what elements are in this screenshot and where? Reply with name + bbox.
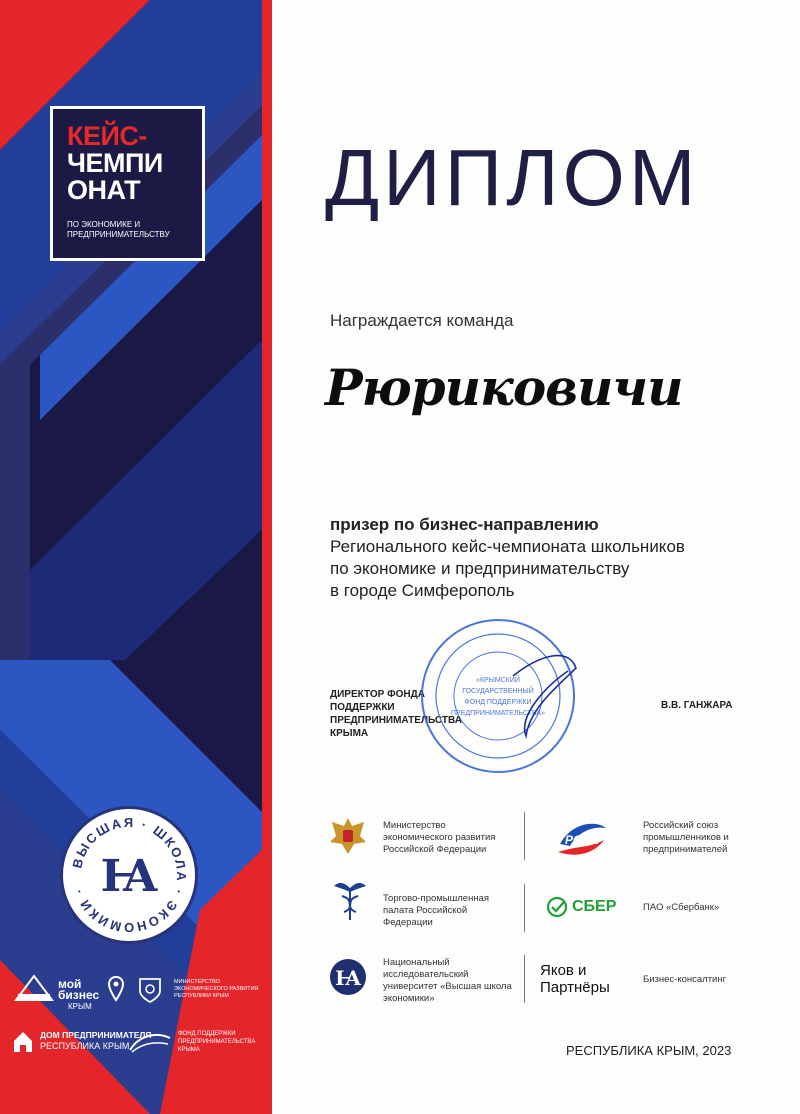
location-pin-icon (108, 976, 124, 1002)
director-name: В.В. ГАНЖАРА (661, 700, 733, 711)
case-championship-logo (50, 106, 205, 261)
official-stamp-icon (418, 616, 578, 776)
partner-divider (524, 884, 525, 932)
svg-text:Ꙗ: Ꙗ (335, 966, 361, 990)
prize-line-1: призер по бизнес-направлению (330, 515, 599, 534)
hse-logo-icon (329, 958, 367, 996)
director-position: ДИРЕКТОР ФОНДА ПОДДЕРЖКИ ПРЕДПРИНИМАТЕЛЬСТВА КРЫМА (330, 689, 462, 739)
chamber-of-commerce-icon (332, 878, 368, 922)
logo-subtitle: ПО ЭКОНОМИКЕ И ПРЕДПРИНИМАТЕЛЬСТВУ (67, 220, 170, 239)
hse-school-badge (60, 806, 198, 944)
moy-biznes-region: КРЫМ (68, 1002, 92, 1011)
prize-line-2: Регионального кейс-чемпионата школьников (330, 537, 685, 556)
hse-badge-icon (63, 809, 195, 941)
russian-eagle-icon (326, 814, 370, 858)
fund-text: ФОНД ПОДДЕРЖКИ ПРЕДПРИНИМАТЕЛЬСТВА КРЫМА (178, 1031, 256, 1053)
svg-text:ПРЕДПРИНИМАТЕЛЬСТВА»: ПРЕДПРИНИМАТЕЛЬСТВА» (451, 710, 545, 717)
awarded-label: Награждается команда (330, 311, 514, 330)
team-name: Рюриковичи (325, 358, 683, 417)
partner-divider (524, 955, 525, 1003)
partner-rspp-text: Российский союз промышленников и предпринимателей (643, 820, 729, 855)
fund-swoosh-icon (128, 1030, 172, 1054)
dom-predprinimatelya-region: РЕСПУБЛИКА КРЫМ (40, 1041, 130, 1051)
crimea-coat-of-arms-icon (136, 976, 164, 1004)
partner-sber-text: ПАО «Сбербанк» (643, 902, 720, 913)
logo-title-white: ЧЕМПИ ОНАТ (67, 148, 163, 205)
diploma-title: ДИПЛОМ (325, 133, 700, 222)
moy-biznes-emblem-icon (14, 972, 54, 1002)
partner-hse-text: Национальный исследовательский университет «Высшая школа экономики» (383, 957, 512, 1004)
rspp-logo-text: РСПП (565, 833, 599, 847)
partner-divider (524, 812, 525, 860)
svg-text:Ꙗ: Ꙗ (100, 851, 158, 902)
prize-line-3: по экономике и предпринимательству (330, 559, 630, 578)
moy-biznes-text: мой бизнес (58, 977, 100, 1002)
sber-logo-text: СБЕР (572, 898, 617, 915)
dom-predprinimatelya-title: ДОМ ПРЕДПРИНИМАТЕЛЯ (40, 1030, 152, 1040)
moy-biznes-logo (14, 972, 54, 1007)
rspp-logo-icon (556, 818, 608, 858)
svg-text:ГОСУДАРСТВЕННЫЙ: ГОСУДАРСТВЕННЫЙ (462, 688, 534, 695)
place-and-year: РЕСПУБЛИКА КРЫМ, 2023 (566, 1043, 732, 1058)
partner-ministry-text: Министерство экономического развития Российской Федерации (383, 820, 496, 855)
partner-chamber-text: Торгово-промышленная палата Российской Федерации (383, 893, 489, 928)
decorative-side-panel (0, 0, 272, 1114)
ministry-crimea-text: МИНИСТЕРСТВО ЭКОНОМИЧЕСКОГО РАЗВИТИЯ РЕСПУБЛИКИ КРЫМ (174, 979, 259, 999)
prize-description (330, 514, 780, 602)
house-icon (12, 1030, 34, 1054)
hse-badge-text: ВЫСШАЯ · ШКОЛА · ЭКОНОМИКИ · (69, 814, 190, 936)
svg-text:ФОНД ПОДДЕРЖКИ: ФОНД ПОДДЕРЖКИ (464, 699, 532, 706)
partner-yakov-text: Бизнес-консалтинг (643, 974, 727, 985)
svg-text:«КРЫМСКИЙ: «КРЫМСКИЙ (476, 677, 520, 684)
yakov-partners-logo-text: Яков и Партнёры (540, 962, 610, 996)
logo-title-red: КЕЙС- (67, 121, 147, 151)
sber-logo-icon (546, 896, 568, 918)
prize-line-4: в городе Симферополь (330, 581, 515, 600)
